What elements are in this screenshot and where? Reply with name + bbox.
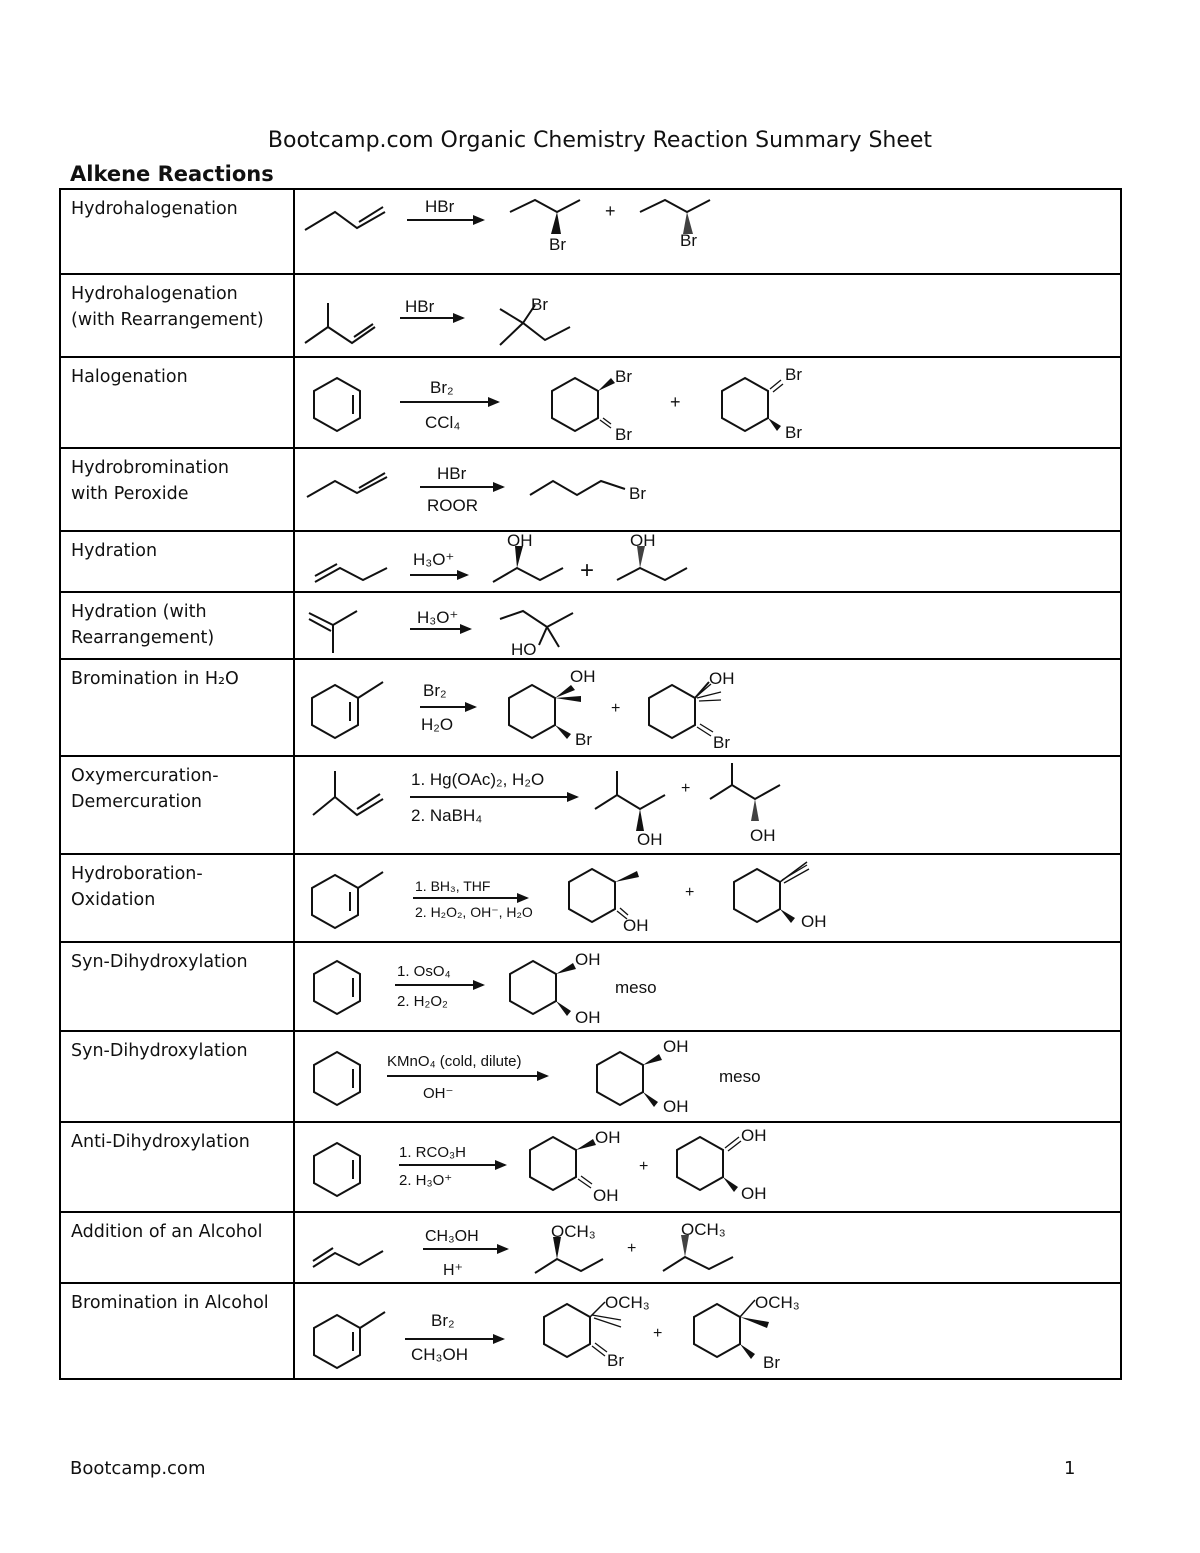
reaction-diagram <box>295 449 1120 530</box>
reagent-bottom: H⁺ <box>443 1262 463 1279</box>
product-label: Br <box>629 484 646 503</box>
reaction-scheme <box>294 189 1121 274</box>
product-label: OH <box>709 669 735 688</box>
table-row <box>60 531 1121 592</box>
plus-sign: + <box>611 700 621 717</box>
reagent-bottom: H₂O <box>421 715 454 734</box>
reagent-top: 1. Hg(OAc)₂, H₂O <box>411 770 545 789</box>
product-label: OH <box>663 1037 689 1056</box>
reagent-bottom: CH₃OH <box>411 1345 468 1364</box>
reaction-scheme <box>294 756 1121 854</box>
reagent-top: 1. RCO₃H <box>399 1144 466 1161</box>
product-label: OH <box>507 532 533 550</box>
product-label: Br <box>549 235 566 254</box>
reaction-diagram <box>295 1213 1120 1282</box>
reaction-diagram <box>295 855 1120 941</box>
reagent-bottom: 2. H₃O⁺ <box>399 1172 453 1189</box>
product-label: Br <box>763 1353 780 1372</box>
reaction-diagram <box>295 358 1120 447</box>
reagent-top: CH₃OH <box>425 1228 479 1245</box>
table-row <box>60 357 1121 448</box>
reagent-bottom: OH⁻ <box>423 1085 454 1102</box>
footer-site: Bootcamp.com <box>70 1458 206 1479</box>
section-heading: Alkene Reactions <box>70 162 274 186</box>
reaction-scheme <box>294 592 1121 659</box>
reaction-name: Hydration <box>60 531 294 592</box>
reaction-diagram <box>295 532 1120 591</box>
product-label: HO <box>511 640 537 658</box>
table-row <box>60 1212 1121 1283</box>
product-label: Br <box>680 231 697 250</box>
plus-sign: + <box>670 392 681 412</box>
reaction-scheme <box>294 659 1121 756</box>
reaction-scheme <box>294 854 1121 942</box>
product-label: Br <box>713 733 730 752</box>
reaction-scheme <box>294 448 1121 531</box>
reaction-scheme <box>294 531 1121 592</box>
reagent-top: H₃O⁺ <box>417 608 459 627</box>
reagent-top: H₃O⁺ <box>413 550 455 569</box>
reagent-top: 1. BH₃, THF <box>415 878 491 894</box>
reaction-scheme <box>294 1212 1121 1283</box>
reaction-diagram <box>295 757 1120 853</box>
table-row <box>60 942 1121 1031</box>
reaction-name: Anti-Dihydroxylation <box>60 1122 294 1212</box>
product-label: OH <box>575 950 601 969</box>
reaction-name: Bromination in Alcohol <box>60 1283 294 1379</box>
reaction-scheme <box>294 274 1121 357</box>
table-row <box>60 448 1121 531</box>
reaction-name: Hydrohalogenation <box>60 189 294 274</box>
product-label: Br <box>785 365 802 384</box>
reaction-name: Hydroboration- Oxidation <box>60 854 294 942</box>
product-label: OH <box>623 916 649 935</box>
reagent-top: Br₂ <box>430 378 454 397</box>
table-row <box>60 592 1121 659</box>
reagent-top: Br₂ <box>431 1311 455 1330</box>
reagent-top: HBr <box>437 464 467 483</box>
reaction-diagram <box>295 190 1120 273</box>
note: meso <box>719 1067 761 1086</box>
reaction-name: Hydrobromination with Peroxide <box>60 448 294 531</box>
product-label: OCH₃ <box>551 1222 596 1241</box>
product-label: OH <box>593 1186 619 1205</box>
note: meso <box>615 978 657 997</box>
product-label: Br <box>531 295 548 314</box>
page-title: Bootcamp.com Organic Chemistry Reaction Summary Sheet <box>267 128 933 153</box>
product-label: OH <box>741 1184 767 1203</box>
plus-sign: + <box>580 557 595 584</box>
reagent-bottom: ROOR <box>427 496 478 515</box>
reagent-bottom: 2. NaBH₄ <box>411 806 483 825</box>
product-label: Br <box>615 425 632 444</box>
reaction-diagram <box>295 943 1120 1030</box>
product-label: OCH₃ <box>681 1220 726 1239</box>
plus-sign: + <box>605 201 616 221</box>
plus-sign: + <box>685 884 695 901</box>
product-label: OCH₃ <box>755 1293 800 1312</box>
table-row <box>60 659 1121 756</box>
table-row <box>60 1283 1121 1379</box>
table-row <box>60 1031 1121 1122</box>
reaction-diagram <box>295 593 1120 658</box>
product-label: OH <box>750 826 776 845</box>
plus-sign: + <box>627 1240 637 1257</box>
reaction-name: Syn-Dihydroxylation <box>60 1031 294 1122</box>
reaction-diagram <box>295 275 1120 356</box>
reaction-diagram <box>295 1032 1120 1121</box>
product-label: OCH₃ <box>605 1293 650 1312</box>
reaction-name: Addition of an Alcohol <box>60 1212 294 1283</box>
reaction-scheme <box>294 357 1121 448</box>
table-row <box>60 1122 1121 1212</box>
product-label: Br <box>785 423 802 442</box>
plus-sign: + <box>681 780 691 797</box>
plus-sign: + <box>639 1158 649 1175</box>
reagent-bottom: CCl₄ <box>425 413 461 432</box>
reaction-name: Bromination in H₂O <box>60 659 294 756</box>
plus-sign: + <box>653 1325 663 1342</box>
reaction-diagram <box>295 1284 1120 1378</box>
reaction-scheme <box>294 1283 1121 1379</box>
reaction-scheme <box>294 942 1121 1031</box>
reagent-top: HBr <box>405 297 435 316</box>
product-label: Br <box>615 367 632 386</box>
reagent-top: KMnO₄ (cold, dilute) <box>387 1053 522 1070</box>
table-row <box>60 854 1121 942</box>
reaction-diagram <box>295 1123 1120 1211</box>
table-row <box>60 756 1121 854</box>
product-label: OH <box>663 1097 689 1116</box>
table-row <box>60 189 1121 274</box>
reaction-scheme <box>294 1031 1121 1122</box>
product-label: Br <box>575 730 592 749</box>
table-row <box>60 274 1121 357</box>
product-label: OH <box>595 1128 621 1147</box>
page-number: 1 <box>1064 1458 1076 1479</box>
reagent-bottom: 2. H₂O₂, OH⁻, H₂O <box>415 904 533 920</box>
reaction-name: Syn-Dihydroxylation <box>60 942 294 1031</box>
reaction-name: Halogenation <box>60 357 294 448</box>
reagent-bottom: 2. H₂O₂ <box>397 993 448 1010</box>
reaction-name: Hydration (with Rearrangement) <box>60 592 294 659</box>
product-label: OH <box>575 1008 601 1027</box>
reaction-table <box>59 188 1122 1380</box>
reaction-name: Oxymercuration- Demercuration <box>60 756 294 854</box>
reaction-scheme <box>294 1122 1121 1212</box>
product-label: OH <box>570 667 596 686</box>
product-label: OH <box>630 532 656 550</box>
reagent-top: 1. OsO₄ <box>397 963 451 980</box>
reaction-name: Hydrohalogenation (with Rearrangement) <box>60 274 294 357</box>
product-label: OH <box>637 830 663 849</box>
product-label: OH <box>801 912 827 931</box>
reagent-top: HBr <box>425 197 455 216</box>
product-label: OH <box>741 1126 767 1145</box>
product-label: Br <box>607 1351 624 1370</box>
reaction-diagram <box>295 660 1120 755</box>
reagent-top: Br₂ <box>423 681 447 700</box>
